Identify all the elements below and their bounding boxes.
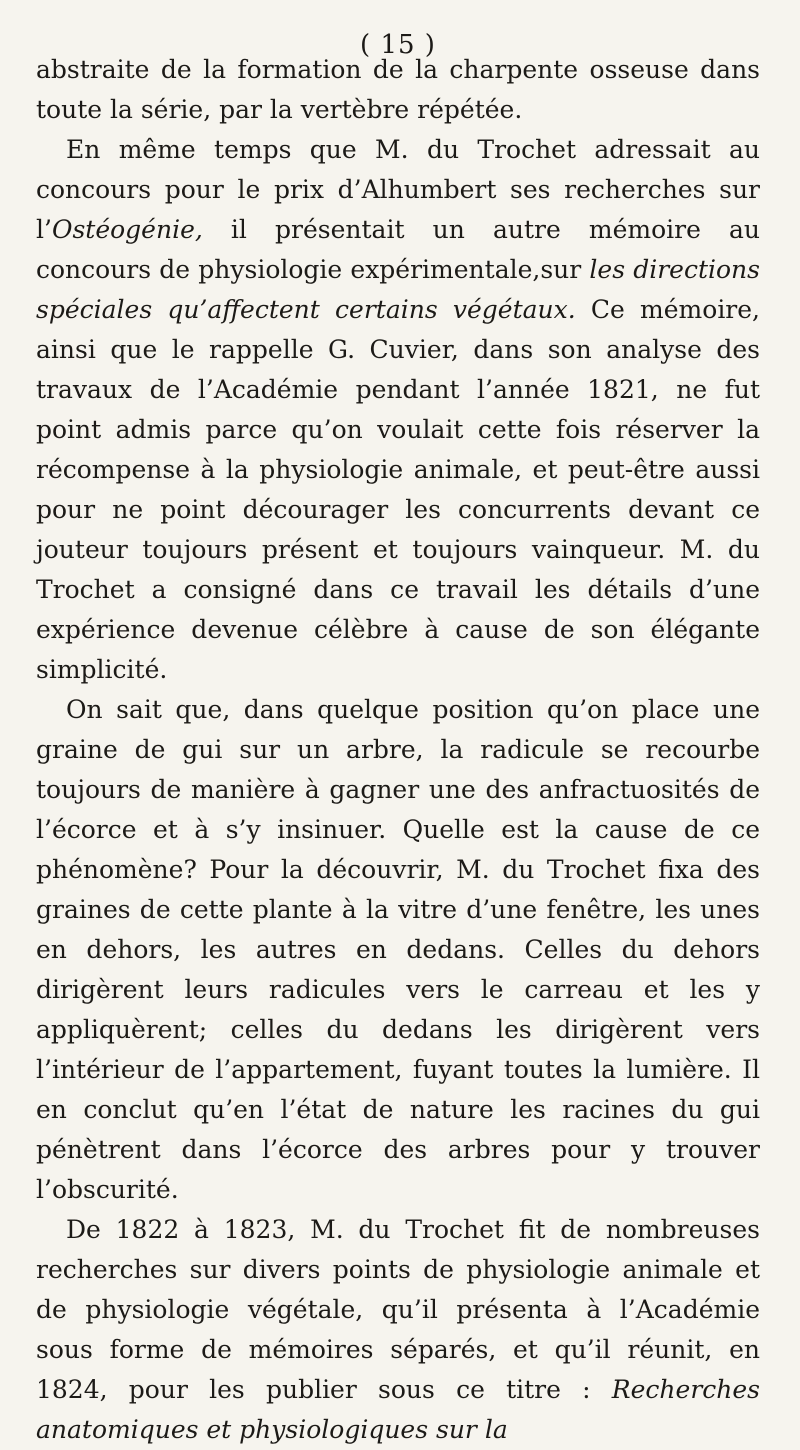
paragraph-1 [36, 50, 760, 130]
text-run: De 1822 à 1823, M. du Trochet fit de nombreuses recherches sur divers points de physiologie animale et de physiologie végétale, qu’il présenta à l’Académie sous forme de mémoires séparés, et qu’il réunit, en 1824, pour les publier sous ce titre : [36, 1215, 760, 1404]
paragraph-2 [36, 130, 760, 690]
page-number: ( 15 ) [360, 30, 436, 60]
italic-run: Recherches anatomiques et physiologiques sur la [36, 1375, 760, 1444]
paragraph-3 [36, 690, 760, 1210]
italic-run: les directions spéciales qu’affectent certains végétaux. [36, 255, 760, 324]
paragraph-4 [36, 1210, 760, 1450]
text-run: Ce mémoire, ainsi que le rappelle G. Cuvier, dans son analyse des travaux de l’Académie pendant l’année 1821, ne fut point admis parce qu’on voulait cette fois réserver la récompense à la physiologie animale, et peut-être aussi pour ne point décourager les concurrents devant ce jouteur toujours présent et toujours vainqueur. M. du Trochet a consigné dans ce travail les détails d’une expérience devenue célèbre à cause de son élégante simplicité. [36, 295, 761, 684]
text-run: On sait que, dans quelque position qu’on place une graine de gui sur un arbre, la radicule se recourbe toujours de manière à gagner une des anfractuosités de l’écorce et à s’y insinuer. Quelle est la cause de ce phénomène? Pour la découvrir, M. du Trochet fixa des graines de cette plante à la vitre d’une fenêtre, les unes en dehors, les autres en dedans. Celles du dehors dirigèrent leurs radicules vers le carreau et les y appliquèrent; celles du dedans les dirigèrent vers l’intérieur de l’appartement, fuyant toutes la lumière. Il en conclut qu’en l’état de nature les racines du gui pénètrent dans l’écorce des arbres pour y trouver l’obscurité. [36, 695, 760, 1204]
body-text [36, 50, 760, 1450]
text-run: En même temps que M. du Trochet adressait au concours pour le prix d’Alhumbert ses recherches sur l’ [36, 135, 760, 244]
italic-run: Ostéogénie, [51, 215, 203, 244]
text-run: il présentait un autre mémoire au concours de physiologie expérimentale,sur [36, 215, 760, 284]
text-run: abstraite de la formation de la charpente osseuse dans toute la série, par la vertèbre répétée. [36, 55, 760, 124]
